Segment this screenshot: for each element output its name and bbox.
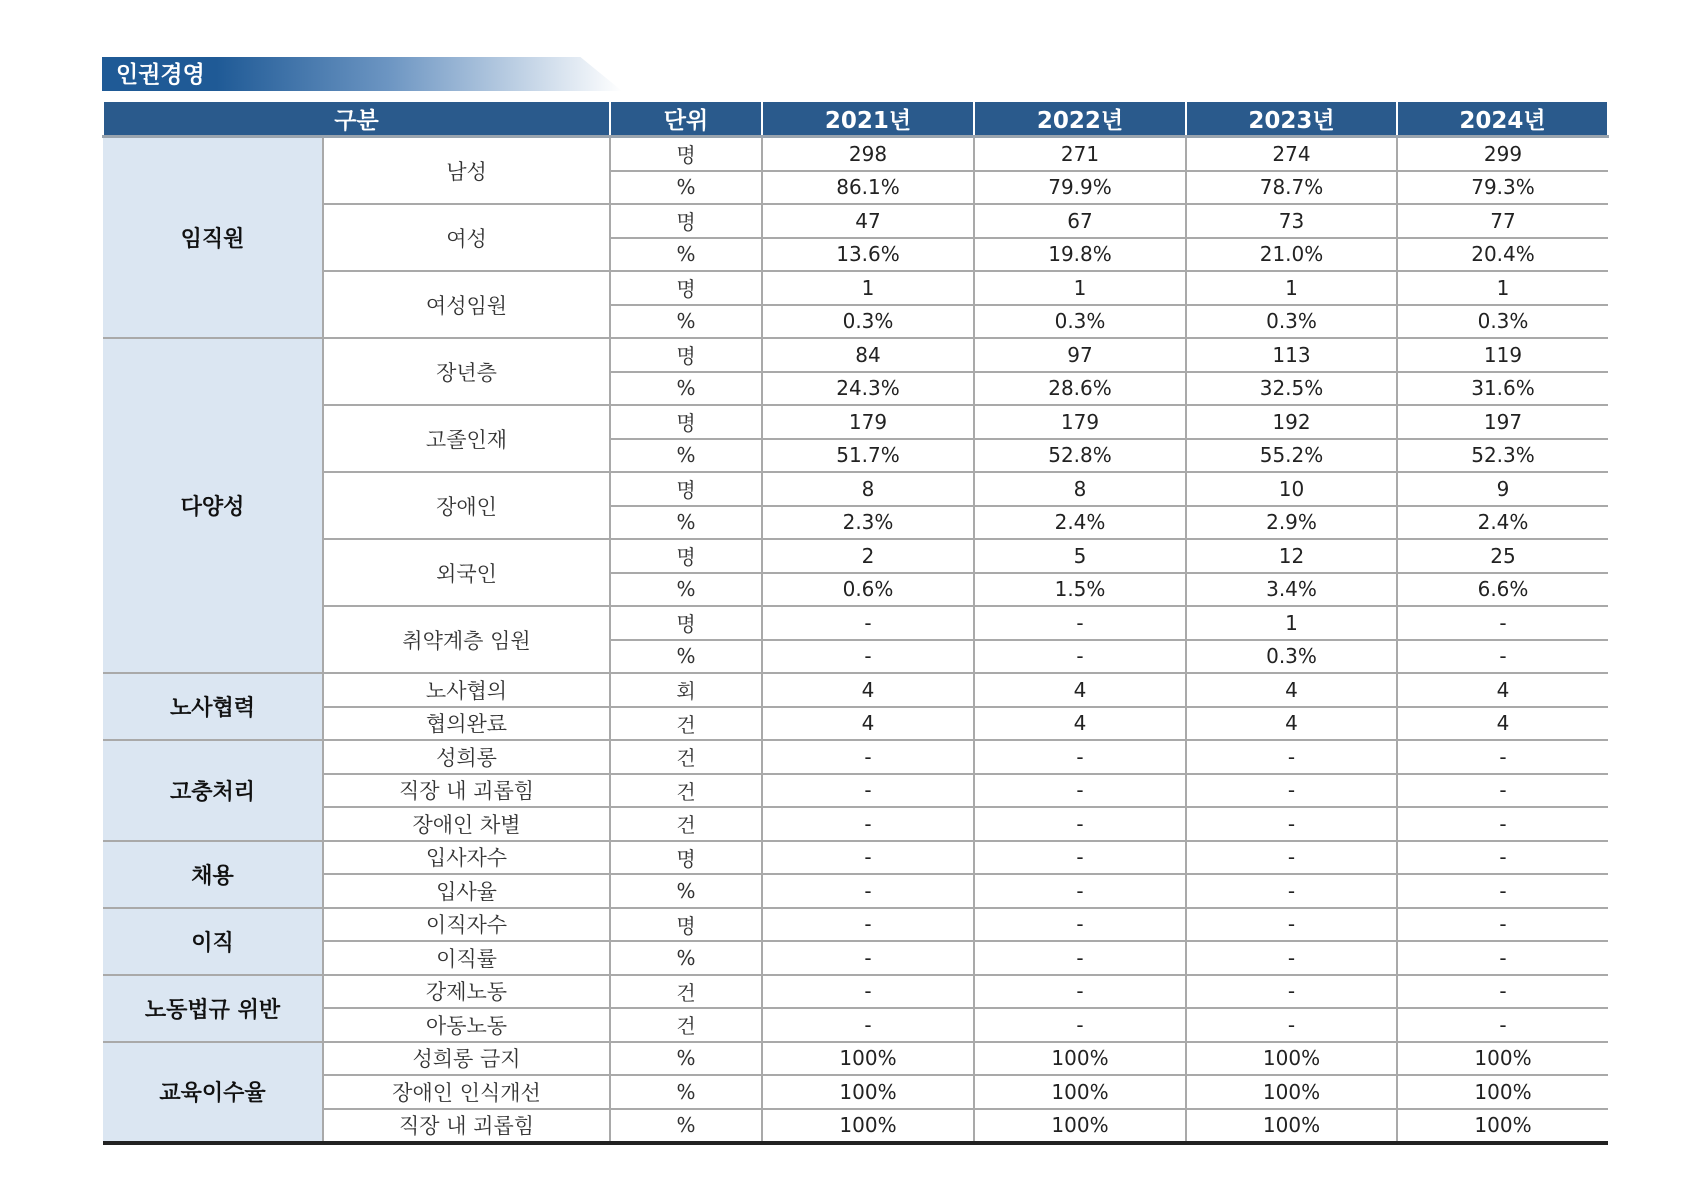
header-year-2023: 2023년: [1186, 102, 1397, 137]
table-row: [103, 539, 1608, 573]
category-cell: 노사협력: [103, 673, 323, 740]
value-cell: 100%: [762, 1075, 974, 1109]
unit-cell: 명: [610, 606, 762, 640]
value-cell: 179: [974, 405, 1186, 439]
value-cell: -: [974, 807, 1186, 841]
subcategory-cell: 직장 내 괴롭힘: [323, 1109, 610, 1144]
value-cell: 52.3%: [1397, 439, 1608, 473]
value-cell: -: [762, 774, 974, 808]
value-cell: -: [762, 807, 974, 841]
value-cell: 2: [762, 539, 974, 573]
unit-cell: %: [610, 305, 762, 339]
value-cell: 1: [762, 271, 974, 305]
unit-cell: 명: [610, 472, 762, 506]
value-cell: 100%: [1186, 1042, 1397, 1076]
value-cell: 4: [974, 673, 1186, 707]
value-cell: 0.3%: [762, 305, 974, 339]
value-cell: 78.7%: [1186, 171, 1397, 205]
table-row: [103, 874, 1608, 908]
value-cell: -: [1186, 874, 1397, 908]
value-cell: 67: [974, 204, 1186, 238]
value-cell: 2.4%: [1397, 506, 1608, 540]
value-cell: 271: [974, 137, 1186, 171]
value-cell: 1: [1186, 271, 1397, 305]
value-cell: -: [974, 1008, 1186, 1042]
value-cell: 73: [1186, 204, 1397, 238]
subcategory-cell: 입사율: [323, 874, 610, 908]
unit-cell: 명: [610, 841, 762, 875]
header-year-2024: 2024년: [1397, 102, 1608, 137]
value-cell: -: [974, 908, 1186, 942]
subcategory-cell: 여성임원: [323, 271, 610, 338]
value-cell: -: [974, 841, 1186, 875]
value-cell: 179: [762, 405, 974, 439]
value-cell: -: [1186, 841, 1397, 875]
value-cell: -: [1397, 1008, 1608, 1042]
value-cell: 24.3%: [762, 372, 974, 406]
subcategory-cell: 장애인 차별: [323, 807, 610, 841]
unit-cell: 건: [610, 707, 762, 741]
value-cell: -: [974, 874, 1186, 908]
value-cell: 274: [1186, 137, 1397, 171]
table-row: [103, 1075, 1608, 1109]
table-row: [103, 1008, 1608, 1042]
subcategory-cell: 장애인 인식개선: [323, 1075, 610, 1109]
subcategory-cell: 장년층: [323, 338, 610, 405]
value-cell: 4: [1397, 673, 1608, 707]
unit-cell: %: [610, 1042, 762, 1076]
value-cell: -: [974, 640, 1186, 674]
header-year-2021: 2021년: [762, 102, 974, 137]
table-row: [103, 137, 1608, 171]
value-cell: -: [974, 941, 1186, 975]
value-cell: 100%: [1186, 1075, 1397, 1109]
value-cell: -: [1397, 740, 1608, 774]
unit-cell: 회: [610, 673, 762, 707]
value-cell: 100%: [1397, 1042, 1608, 1076]
value-cell: 13.6%: [762, 238, 974, 272]
value-cell: 2.4%: [974, 506, 1186, 540]
value-cell: 77: [1397, 204, 1608, 238]
value-cell: 298: [762, 137, 974, 171]
value-cell: 4: [1186, 673, 1397, 707]
value-cell: -: [762, 975, 974, 1009]
value-cell: 100%: [762, 1042, 974, 1076]
value-cell: 1: [974, 271, 1186, 305]
unit-cell: %: [610, 1109, 762, 1144]
unit-cell: 명: [610, 539, 762, 573]
unit-cell: 건: [610, 1008, 762, 1042]
table-row: [103, 707, 1608, 741]
subcategory-cell: 취약계층 임원: [323, 606, 610, 673]
value-cell: 1: [1186, 606, 1397, 640]
value-cell: 192: [1186, 405, 1397, 439]
unit-cell: 명: [610, 338, 762, 372]
value-cell: -: [762, 606, 974, 640]
value-cell: -: [762, 640, 974, 674]
unit-cell: %: [610, 941, 762, 975]
category-cell: 노동법규 위반: [103, 975, 323, 1042]
table-row: [103, 204, 1608, 238]
table-row: [103, 740, 1608, 774]
value-cell: 10: [1186, 472, 1397, 506]
unit-cell: %: [610, 573, 762, 607]
table-row: [103, 1042, 1608, 1076]
value-cell: 47: [762, 204, 974, 238]
unit-cell: %: [610, 238, 762, 272]
subcategory-cell: 성희롱: [323, 740, 610, 774]
unit-cell: 명: [610, 137, 762, 171]
value-cell: 197: [1397, 405, 1608, 439]
value-cell: 4: [1397, 707, 1608, 741]
table-row: [103, 271, 1608, 305]
value-cell: -: [1397, 941, 1608, 975]
hr-management-table: [102, 102, 1609, 1145]
subcategory-cell: 이직자수: [323, 908, 610, 942]
value-cell: 100%: [974, 1042, 1186, 1076]
value-cell: 4: [1186, 707, 1397, 741]
value-cell: 100%: [762, 1109, 974, 1144]
value-cell: -: [1397, 841, 1608, 875]
value-cell: 4: [762, 707, 974, 741]
category-cell: 임직원: [103, 137, 323, 339]
table-row: [103, 472, 1608, 506]
value-cell: 3.4%: [1186, 573, 1397, 607]
value-cell: -: [762, 941, 974, 975]
value-cell: -: [762, 1008, 974, 1042]
table-row: [103, 774, 1608, 808]
value-cell: 0.3%: [974, 305, 1186, 339]
value-cell: 113: [1186, 338, 1397, 372]
value-cell: 12: [1186, 539, 1397, 573]
value-cell: -: [1186, 774, 1397, 808]
subcategory-cell: 노사협의: [323, 673, 610, 707]
table-row: [103, 338, 1608, 372]
value-cell: 299: [1397, 137, 1608, 171]
subcategory-cell: 외국인: [323, 539, 610, 606]
unit-cell: %: [610, 1075, 762, 1109]
category-cell: 다양성: [103, 338, 323, 673]
value-cell: 4: [974, 707, 1186, 741]
category-cell: 고충처리: [103, 740, 323, 841]
value-cell: -: [762, 740, 974, 774]
value-cell: 100%: [1397, 1075, 1608, 1109]
value-cell: -: [974, 606, 1186, 640]
unit-cell: %: [610, 640, 762, 674]
header-year-2022: 2022년: [974, 102, 1186, 137]
section-title: 인권경영: [116, 62, 205, 88]
value-cell: -: [1186, 807, 1397, 841]
value-cell: 0.3%: [1186, 640, 1397, 674]
value-cell: -: [974, 740, 1186, 774]
value-cell: 79.9%: [974, 171, 1186, 205]
subcategory-cell: 여성: [323, 204, 610, 271]
subcategory-cell: 직장 내 괴롭힘: [323, 774, 610, 808]
unit-cell: %: [610, 874, 762, 908]
subcategory-cell: 남성: [323, 137, 610, 205]
table-row: [103, 841, 1608, 875]
table-row: [103, 807, 1608, 841]
value-cell: 51.7%: [762, 439, 974, 473]
value-cell: 100%: [1186, 1109, 1397, 1144]
value-cell: -: [1186, 975, 1397, 1009]
value-cell: 86.1%: [762, 171, 974, 205]
value-cell: 97: [974, 338, 1186, 372]
value-cell: 6.6%: [1397, 573, 1608, 607]
subcategory-cell: 협의완료: [323, 707, 610, 741]
table-row: [103, 606, 1608, 640]
table-row: [103, 941, 1608, 975]
subcategory-cell: 아동노동: [323, 1008, 610, 1042]
table-row: [103, 405, 1608, 439]
value-cell: -: [1397, 874, 1608, 908]
unit-cell: 건: [610, 975, 762, 1009]
value-cell: -: [974, 774, 1186, 808]
value-cell: 2.9%: [1186, 506, 1397, 540]
value-cell: 0.3%: [1397, 305, 1608, 339]
category-cell: 이직: [103, 908, 323, 975]
unit-cell: 건: [610, 807, 762, 841]
value-cell: -: [1397, 975, 1608, 1009]
table-row: [103, 975, 1608, 1009]
value-cell: -: [1397, 640, 1608, 674]
value-cell: -: [1186, 740, 1397, 774]
subcategory-cell: 성희롱 금지: [323, 1042, 610, 1076]
subcategory-cell: 장애인: [323, 472, 610, 539]
value-cell: 19.8%: [974, 238, 1186, 272]
value-cell: 31.6%: [1397, 372, 1608, 406]
value-cell: -: [762, 841, 974, 875]
value-cell: 1.5%: [974, 573, 1186, 607]
header-unit: 단위: [610, 102, 762, 137]
table-header-row: [103, 102, 1608, 137]
table-row: [103, 673, 1608, 707]
value-cell: 25: [1397, 539, 1608, 573]
value-cell: -: [1186, 1008, 1397, 1042]
value-cell: 100%: [1397, 1109, 1608, 1144]
unit-cell: 명: [610, 271, 762, 305]
value-cell: 84: [762, 338, 974, 372]
value-cell: -: [1397, 807, 1608, 841]
value-cell: -: [762, 874, 974, 908]
subcategory-cell: 이직률: [323, 941, 610, 975]
value-cell: -: [1397, 908, 1608, 942]
unit-cell: 건: [610, 774, 762, 808]
value-cell: 5: [974, 539, 1186, 573]
value-cell: 79.3%: [1397, 171, 1608, 205]
value-cell: -: [1397, 774, 1608, 808]
value-cell: -: [1186, 908, 1397, 942]
value-cell: 9: [1397, 472, 1608, 506]
value-cell: -: [1397, 606, 1608, 640]
unit-cell: 명: [610, 405, 762, 439]
value-cell: 8: [762, 472, 974, 506]
subcategory-cell: 강제노동: [323, 975, 610, 1009]
unit-cell: %: [610, 506, 762, 540]
category-cell: 교육이수율: [103, 1042, 323, 1144]
value-cell: -: [762, 908, 974, 942]
unit-cell: 명: [610, 204, 762, 238]
table-row: [103, 908, 1608, 942]
value-cell: 8: [974, 472, 1186, 506]
value-cell: 1: [1397, 271, 1608, 305]
value-cell: 28.6%: [974, 372, 1186, 406]
unit-cell: 명: [610, 908, 762, 942]
value-cell: 4: [762, 673, 974, 707]
unit-cell: %: [610, 372, 762, 406]
subcategory-cell: 고졸인재: [323, 405, 610, 472]
value-cell: 100%: [974, 1075, 1186, 1109]
value-cell: 52.8%: [974, 439, 1186, 473]
value-cell: 100%: [974, 1109, 1186, 1144]
value-cell: 20.4%: [1397, 238, 1608, 272]
header-category: 구분: [103, 102, 610, 137]
unit-cell: %: [610, 171, 762, 205]
value-cell: 55.2%: [1186, 439, 1397, 473]
category-cell: 채용: [103, 841, 323, 908]
unit-cell: %: [610, 439, 762, 473]
value-cell: 21.0%: [1186, 238, 1397, 272]
subcategory-cell: 입사자수: [323, 841, 610, 875]
value-cell: 0.6%: [762, 573, 974, 607]
value-cell: 32.5%: [1186, 372, 1397, 406]
value-cell: 119: [1397, 338, 1608, 372]
value-cell: -: [974, 975, 1186, 1009]
table-row: [103, 1109, 1608, 1144]
table-body: [103, 137, 1608, 1144]
unit-cell: 건: [610, 740, 762, 774]
value-cell: 2.3%: [762, 506, 974, 540]
value-cell: 0.3%: [1186, 305, 1397, 339]
value-cell: -: [1186, 941, 1397, 975]
